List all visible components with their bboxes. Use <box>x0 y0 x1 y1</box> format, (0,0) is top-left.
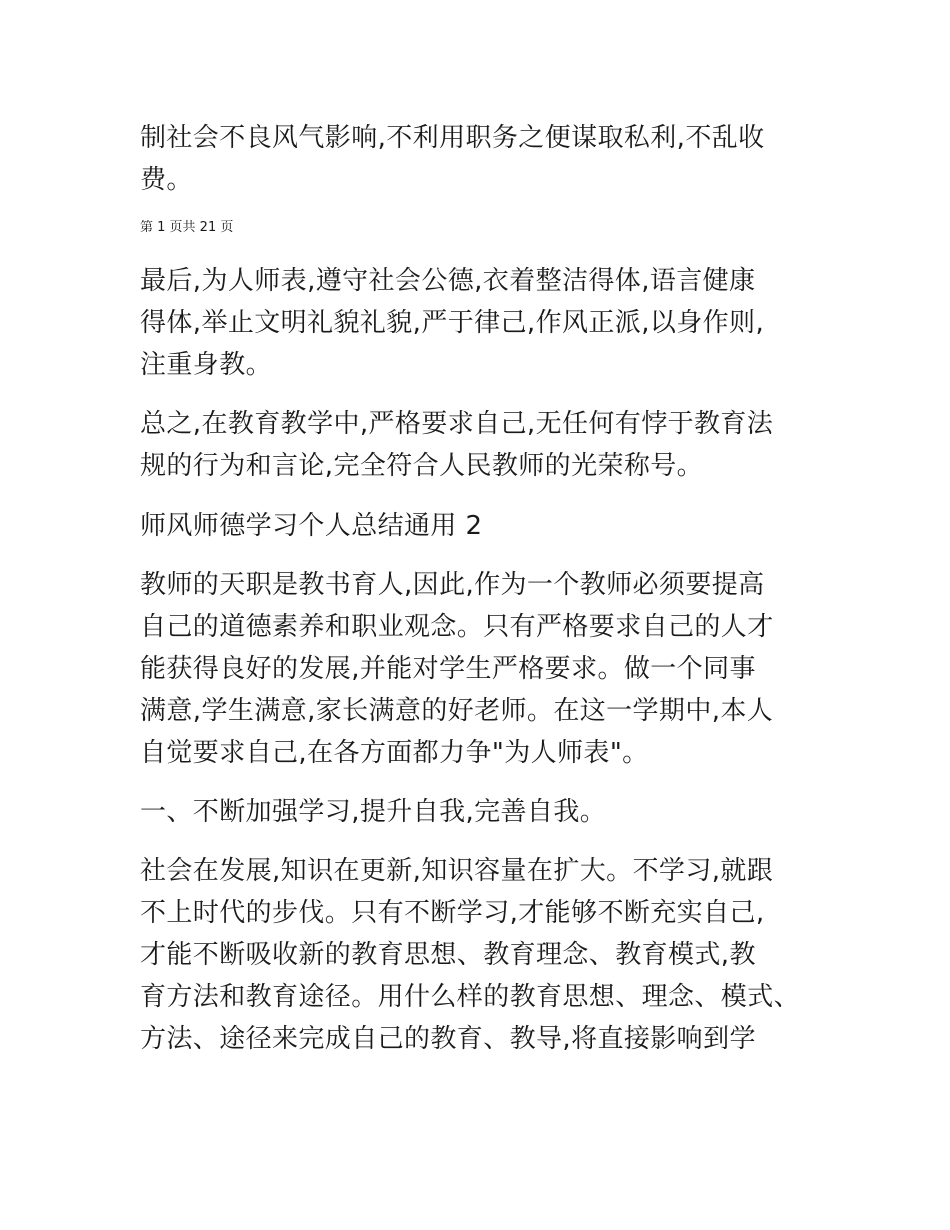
paragraph-line: 注重身教。 <box>140 350 273 380</box>
section-subheading: 一、不断加强学习,提升自我,完善自我。 <box>140 797 607 827</box>
paragraph-line: 得体,举止文明礼貌礼貌,严于律己,作风正派,以身作则, <box>140 308 765 338</box>
section-heading: 师风师德学习个人总结通用 2 <box>140 511 483 541</box>
paragraph-line: 规的行为和言论,完全符合人民教师的光荣称号。 <box>140 451 704 481</box>
paragraph-line: 最后,为人师表,遵守社会公德,衣着整洁得体,语言健康 <box>140 266 756 296</box>
paragraph-line: 育方法和教育途径。用什么样的教育思想、理念、模式、 <box>140 982 801 1012</box>
paragraph-line: 费。 <box>140 165 193 195</box>
paragraph-line: 方法、途径来完成自己的教育、教导,将直接影响到学 <box>140 1024 756 1054</box>
paragraph-line: 自己的道德素养和职业观念。只有严格要求自己的人才 <box>140 612 774 642</box>
paragraph-line: 总之,在教育教学中,严格要求自己,无任何有悖于教育法 <box>140 409 774 439</box>
paragraph-line: 能获得良好的发展,并能对学生严格要求。做一个同事 <box>140 654 756 684</box>
paragraph-line: 制社会不良风气影响,不利用职务之便谋取私利,不乱收 <box>140 123 765 153</box>
paragraph-line: 才能不断吸收新的教育思想、教育理念、教育模式,教 <box>140 940 756 970</box>
paragraph-line: 教师的天职是教书育人,因此,作为一个教师必须要提高 <box>140 570 765 600</box>
page-number-footer: 第 1 页共 21 页 <box>140 220 234 235</box>
paragraph-line: 不上时代的步伐。只有不断学习,才能够不断充实自己, <box>140 898 765 928</box>
paragraph-line: 社会在发展,知识在更新,知识容量在扩大。不学习,就跟 <box>140 856 774 886</box>
paragraph-line: 自觉要求自己,在各方面都力争"为人师表"。 <box>140 738 649 768</box>
paragraph-line: 满意,学生满意,家长满意的好老师。在这一学期中,本人 <box>140 696 774 726</box>
